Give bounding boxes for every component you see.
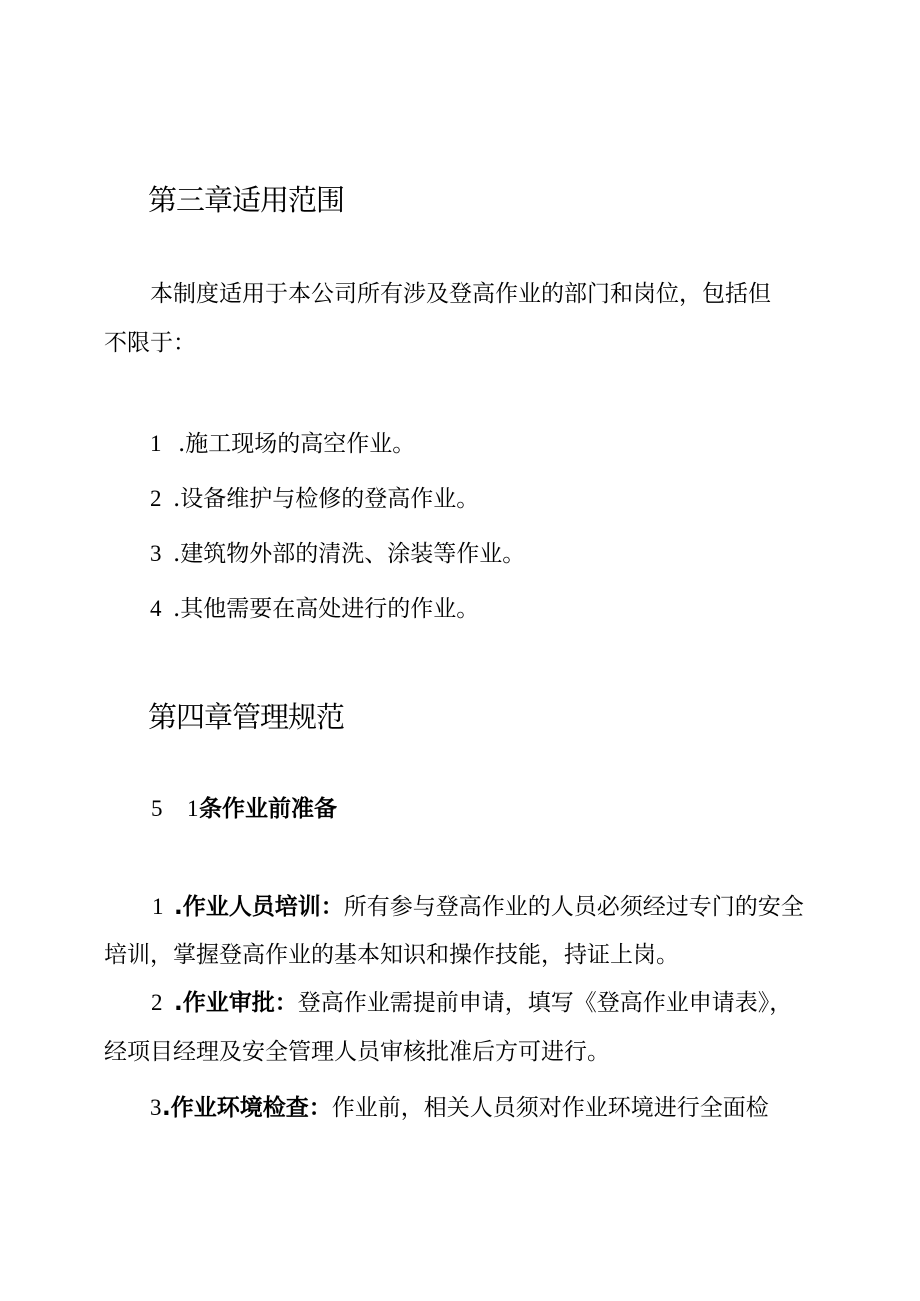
scope-list-item [150,538,525,570]
requirement-item-line-1 [151,987,792,1019]
requirement-item-line-1 [150,1092,769,1124]
chapter-3-heading: 第三章适用范围 [148,183,345,217]
requirement-item-line-1 [152,891,804,923]
scope-item-number: 1 [150,431,162,456]
section-label: 条作业前准备 [199,796,337,822]
requirement-label: .作业环境检查： [162,1095,332,1121]
section-heading [151,793,337,825]
scope-item-text: .其他需要在高处进行的作业。 [173,596,480,622]
requirement-text: 所有参与登高作业的人员必须经过专门的安全 [343,894,804,920]
scope-list-item [150,483,479,515]
requirement-item-line-2: 经项目经理及安全管理人员审核批准后方可进行。 [104,1039,610,1065]
requirement-number: 2 [151,990,163,1015]
section-number-minor: 1 [187,796,199,821]
chapter-3-intro-line-2: 不限于： [104,330,196,356]
scope-item-text: .施工现场的高空作业。 [178,431,416,457]
requirement-number: 3 [150,1095,162,1120]
requirement-number: 1 [152,894,164,919]
scope-item-text: .建筑物外部的清洗、涂装等作业。 [173,541,526,567]
chapter-3-intro-line-1: 本制度适用于本公司所有涉及登高作业的部门和岗位，包括但 [150,281,771,307]
chapter-4-heading: 第四章管理规范 [148,700,345,734]
scope-item-text: .设备维护与检修的登高作业。 [173,486,480,512]
requirement-text: 登高作业需提前申请，填写《登高作业申请表》， [297,990,793,1016]
section-number-major: 5 [151,796,163,821]
requirement-label: .作业审批： [174,990,298,1016]
scope-item-number: 3 [150,541,162,566]
requirement-label: .作业人员培训： [174,894,344,920]
scope-item-number: 2 [150,486,162,511]
scope-list-item [150,593,479,625]
scope-item-number: 4 [150,596,162,621]
requirement-text: 作业前，相关人员须对作业环境进行全面检 [331,1095,769,1121]
scope-list-item [150,428,415,460]
requirement-item-line-2: 培训，掌握登高作业的基本知识和操作技能，持证上岗。 [104,942,679,968]
